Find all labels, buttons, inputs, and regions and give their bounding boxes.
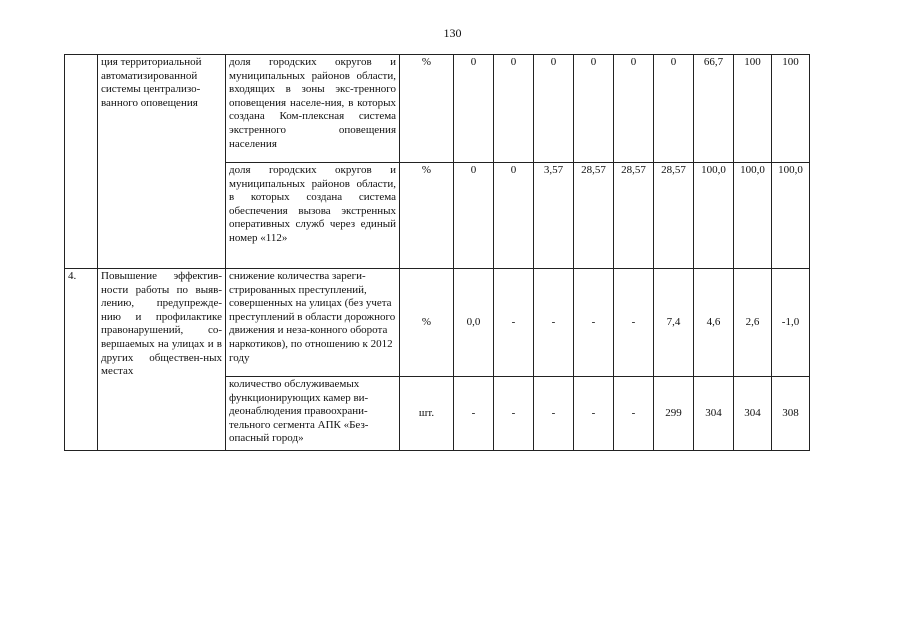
row-number-cell: 4.	[65, 269, 98, 451]
page-number: 130	[443, 26, 462, 40]
value-cell: 0	[494, 163, 534, 269]
value-cell: 3,57	[534, 163, 574, 269]
value-cell: -	[534, 377, 574, 451]
value-cell: -	[494, 377, 534, 451]
value-cell: 28,57	[654, 163, 694, 269]
value-cell: 100,0	[694, 163, 734, 269]
value-cell: 100	[734, 55, 772, 163]
table-row	[65, 269, 810, 377]
value-cell: 0	[534, 55, 574, 163]
value-cell: 2,6	[734, 269, 772, 377]
value-cell: 66,7	[694, 55, 734, 163]
unit-cell: шт.	[400, 377, 454, 451]
value-cell: 0	[574, 55, 614, 163]
indicator-cell: доля городских округов и муниципальных районов области, в которых создана система обеспечения вызова экстренных оперативных служб через единый номер «112»	[226, 163, 400, 269]
value-cell: 299	[654, 377, 694, 451]
value-cell: 308	[772, 377, 810, 451]
value-cell: 0,0	[454, 269, 494, 377]
unit-cell: %	[400, 269, 454, 377]
value-cell: -	[454, 377, 494, 451]
value-cell: 100	[772, 55, 810, 163]
value-cell: -	[574, 269, 614, 377]
value-cell: 0	[654, 55, 694, 163]
value-cell: 100,0	[772, 163, 810, 269]
value-cell: -	[614, 269, 654, 377]
value-cell: -	[614, 377, 654, 451]
value-cell: -1,0	[772, 269, 810, 377]
indicator-cell: снижение количества зареги-стрированных преступлений, совершенных на улицах (без учета преступлений в области дорожного движения и неза-конного оборота наркотиков), по отношению к 2012 году	[226, 269, 400, 377]
value-cell: -	[534, 269, 574, 377]
task-cell: ция территориальной автоматизированной системы централизо-ванного оповещения	[98, 55, 226, 269]
task-cell: Повышение эффектив-ности работы по выяв-лению, предупрежде-нию и профилактике правонарушений, со-вершаемых на улицах и в других обществен-ных местах	[98, 269, 226, 451]
value-cell: 100,0	[734, 163, 772, 269]
value-cell: 0	[454, 163, 494, 269]
value-cell: 304	[694, 377, 734, 451]
value-cell: -	[574, 377, 614, 451]
value-cell: 304	[734, 377, 772, 451]
unit-cell: %	[400, 55, 454, 163]
program-indicators-table	[64, 54, 810, 451]
table-row	[65, 55, 810, 163]
value-cell: 28,57	[614, 163, 654, 269]
unit-cell: %	[400, 163, 454, 269]
value-cell: 0	[494, 55, 534, 163]
row-number-cell	[65, 55, 98, 269]
value-cell: 7,4	[654, 269, 694, 377]
indicator-cell: количество обслуживаемых функционирующих камер ви-деонаблюдения правоохрани-тельного сегмента АПК «Без-опасный город»	[226, 377, 400, 451]
value-cell: 4,6	[694, 269, 734, 377]
value-cell: 0	[614, 55, 654, 163]
value-cell: 28,57	[574, 163, 614, 269]
value-cell: 0	[454, 55, 494, 163]
indicator-cell: доля городских округов и муниципальных районов области, входящих в зоны экс-тренного оповещения населе-ния, в которых создана Ком-плексная система экстренного оповещения населения	[226, 55, 400, 163]
value-cell: -	[494, 269, 534, 377]
